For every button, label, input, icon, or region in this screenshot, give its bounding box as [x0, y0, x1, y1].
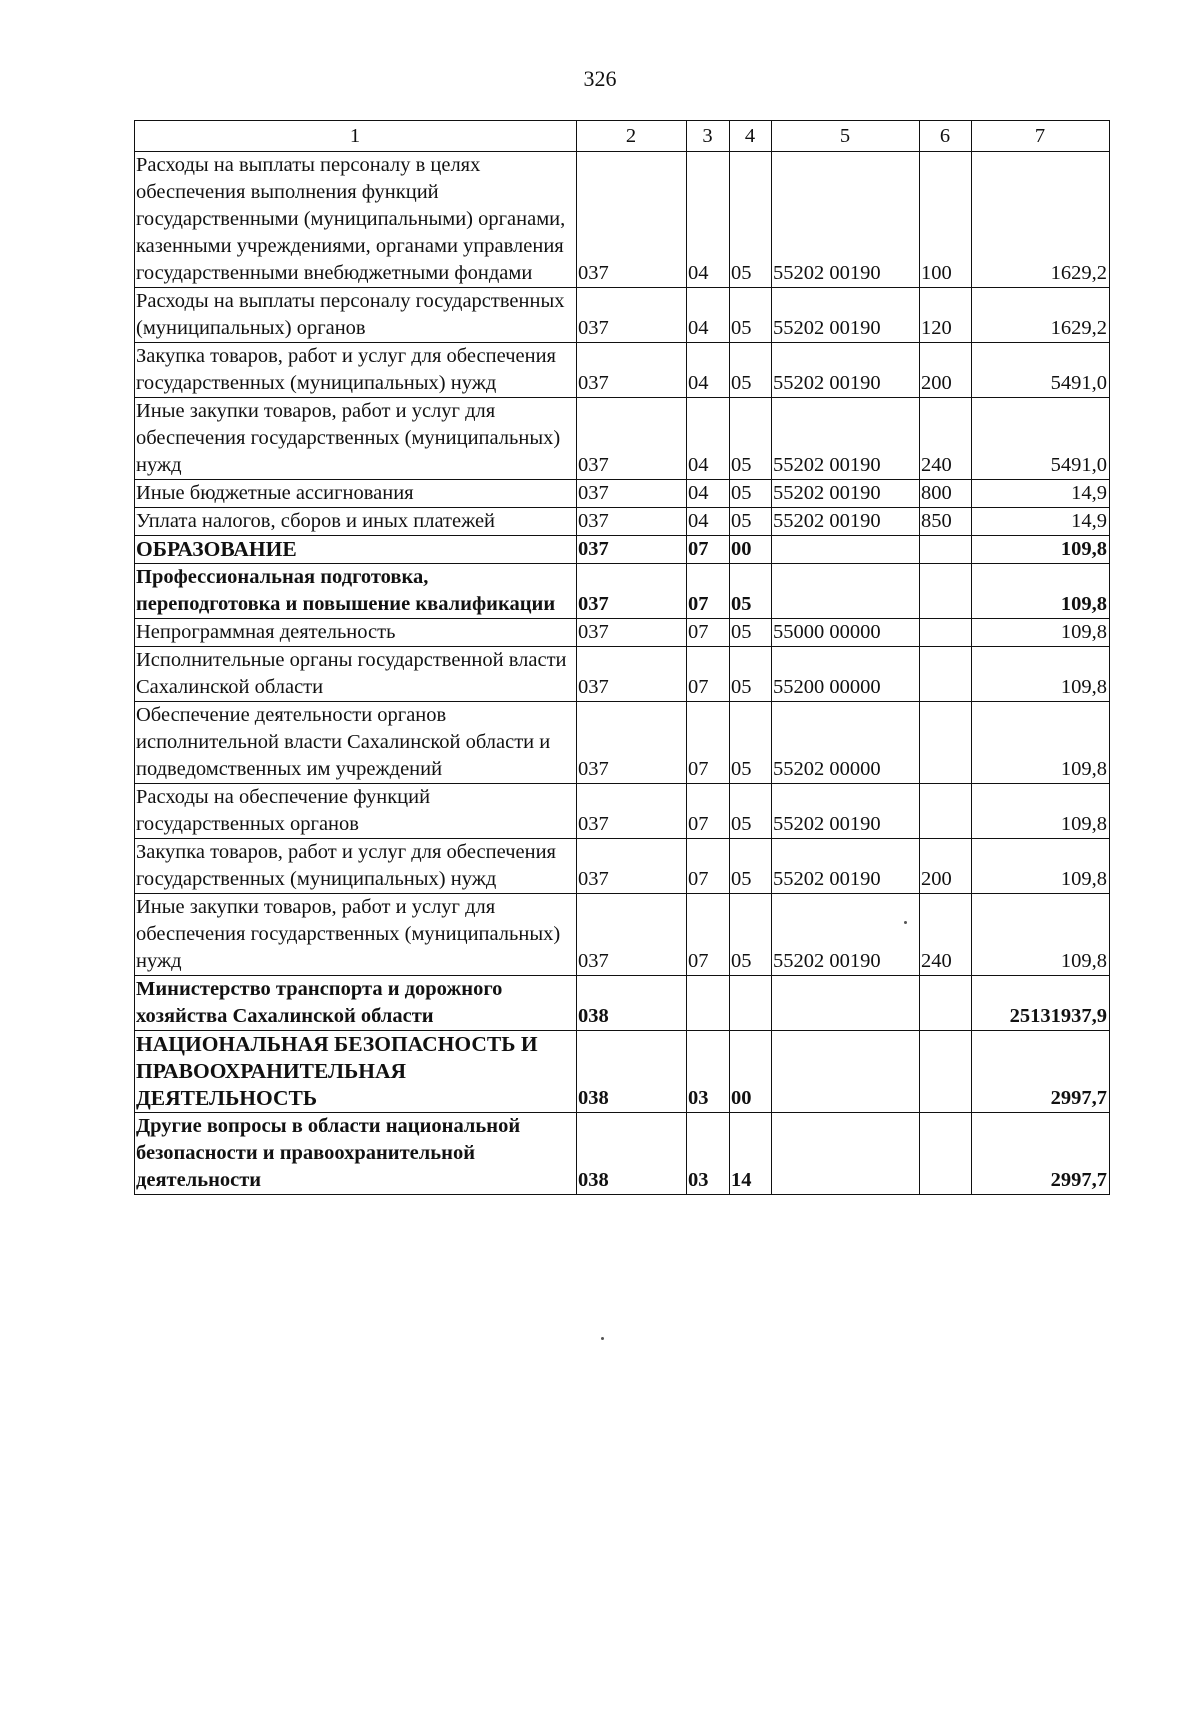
- table-row: [135, 784, 1110, 839]
- code-cell: 55202 00190: [772, 288, 920, 343]
- table-row: [135, 343, 1110, 398]
- code-cell: [772, 564, 920, 619]
- amount-cell: 1629,2: [972, 152, 1110, 288]
- table-row: [135, 894, 1110, 976]
- table-row: [135, 288, 1110, 343]
- row-name-cell: Иные закупки товаров, работ и услуг для обеспечения государственных (муниципальных) нужд: [135, 398, 577, 480]
- code-cell: 037: [577, 647, 687, 702]
- table-row: [135, 976, 1110, 1031]
- code-cell: 037: [577, 619, 687, 647]
- code-cell: 04: [687, 152, 730, 288]
- code-cell: 037: [577, 508, 687, 536]
- code-cell: 14: [730, 1113, 772, 1195]
- code-cell: 200: [920, 343, 972, 398]
- code-cell: 240: [920, 894, 972, 976]
- amount-cell: 109,8: [972, 784, 1110, 839]
- code-cell: 07: [687, 839, 730, 894]
- row-name-cell: Профессиональная подготовка, переподготовка и повышение квалификации: [135, 564, 577, 619]
- code-cell: 05: [730, 784, 772, 839]
- code-cell: 07: [687, 784, 730, 839]
- code-cell: [772, 1113, 920, 1195]
- column-header: 7: [972, 121, 1110, 152]
- amount-cell: 14,9: [972, 480, 1110, 508]
- code-cell: 55202 00190: [772, 343, 920, 398]
- code-cell: 100: [920, 152, 972, 288]
- code-cell: 240: [920, 398, 972, 480]
- code-cell: 55200 00000: [772, 647, 920, 702]
- code-cell: 07: [687, 702, 730, 784]
- code-cell: 05: [730, 343, 772, 398]
- code-cell: 05: [730, 564, 772, 619]
- code-cell: 120: [920, 288, 972, 343]
- code-cell: [920, 1031, 972, 1113]
- code-cell: 850: [920, 508, 972, 536]
- amount-cell: 109,8: [972, 894, 1110, 976]
- scan-speck: [904, 921, 907, 924]
- row-name-cell: Расходы на выплаты персоналу в целях обеспечения выполнения функций государственными (муниципальными) органами, казенными учреждениями, органами управления государственными внебюджетными фондами: [135, 152, 577, 288]
- row-name-cell: Закупка товаров, работ и услуг для обеспечения государственных (муниципальных) нужд: [135, 839, 577, 894]
- code-cell: 55000 00000: [772, 619, 920, 647]
- code-cell: 05: [730, 894, 772, 976]
- code-cell: 03: [687, 1113, 730, 1195]
- table-row: [135, 702, 1110, 784]
- row-name-cell: Министерство транспорта и дорожного хозяйства Сахалинской области: [135, 976, 577, 1031]
- column-header: 2: [577, 121, 687, 152]
- code-cell: [730, 976, 772, 1031]
- code-cell: 55202 00190: [772, 398, 920, 480]
- code-cell: 04: [687, 480, 730, 508]
- amount-cell: 109,8: [972, 619, 1110, 647]
- code-cell: 05: [730, 152, 772, 288]
- row-name-cell: Расходы на выплаты персоналу государственных (муниципальных) органов: [135, 288, 577, 343]
- code-cell: 037: [577, 839, 687, 894]
- code-cell: 07: [687, 619, 730, 647]
- amount-cell: 5491,0: [972, 343, 1110, 398]
- row-name-cell: Уплата налогов, сборов и иных платежей: [135, 508, 577, 536]
- code-cell: 04: [687, 508, 730, 536]
- row-name-cell: Иные бюджетные ассигнования: [135, 480, 577, 508]
- table-row: [135, 508, 1110, 536]
- code-cell: [772, 1031, 920, 1113]
- code-cell: [920, 619, 972, 647]
- code-cell: 05: [730, 839, 772, 894]
- code-cell: 55202 00190: [772, 894, 920, 976]
- amount-cell: 25131937,9: [972, 976, 1110, 1031]
- table-row: [135, 152, 1110, 288]
- table-row: [135, 536, 1110, 564]
- row-name-cell: ОБРАЗОВАНИЕ: [135, 536, 577, 564]
- table-row: [135, 647, 1110, 702]
- page-number: 326: [583, 66, 617, 91]
- code-cell: 55202 00000: [772, 702, 920, 784]
- table-row: [135, 1113, 1110, 1195]
- code-cell: 00: [730, 1031, 772, 1113]
- code-cell: 800: [920, 480, 972, 508]
- amount-cell: 109,8: [972, 839, 1110, 894]
- code-cell: 04: [687, 288, 730, 343]
- code-cell: 05: [730, 288, 772, 343]
- row-name-cell: Иные закупки товаров, работ и услуг для обеспечения государственных (муниципальных) нужд: [135, 894, 577, 976]
- code-cell: [920, 536, 972, 564]
- table-row: [135, 619, 1110, 647]
- budget-table: [134, 120, 1110, 1195]
- code-cell: 05: [730, 398, 772, 480]
- code-cell: 037: [577, 152, 687, 288]
- column-header: 6: [920, 121, 972, 152]
- code-cell: 038: [577, 976, 687, 1031]
- code-cell: [920, 1113, 972, 1195]
- code-cell: [687, 976, 730, 1031]
- code-cell: 03: [687, 1031, 730, 1113]
- scan-speck: [601, 1337, 604, 1340]
- amount-cell: 109,8: [972, 647, 1110, 702]
- column-header: 4: [730, 121, 772, 152]
- code-cell: 55202 00190: [772, 839, 920, 894]
- row-name-cell: Расходы на обеспечение функций государственных органов: [135, 784, 577, 839]
- amount-cell: 5491,0: [972, 398, 1110, 480]
- code-cell: [772, 976, 920, 1031]
- code-cell: 00: [730, 536, 772, 564]
- table-row: [135, 1031, 1110, 1113]
- column-header: 3: [687, 121, 730, 152]
- code-cell: 037: [577, 480, 687, 508]
- table-row: [135, 398, 1110, 480]
- amount-cell: 2997,7: [972, 1113, 1110, 1195]
- code-cell: 07: [687, 564, 730, 619]
- amount-cell: 109,8: [972, 536, 1110, 564]
- code-cell: 038: [577, 1031, 687, 1113]
- table-row: [135, 564, 1110, 619]
- amount-cell: 2997,7: [972, 1031, 1110, 1113]
- code-cell: 037: [577, 398, 687, 480]
- code-cell: 05: [730, 480, 772, 508]
- code-cell: 05: [730, 647, 772, 702]
- code-cell: 037: [577, 894, 687, 976]
- row-name-cell: НАЦИОНАЛЬНАЯ БЕЗОПАСНОСТЬ И ПРАВООХРАНИТЕЛЬНАЯ ДЕЯТЕЛЬНОСТЬ: [135, 1031, 577, 1113]
- code-cell: 55202 00190: [772, 784, 920, 839]
- code-cell: [920, 647, 972, 702]
- code-cell: [920, 702, 972, 784]
- amount-cell: 109,8: [972, 702, 1110, 784]
- code-cell: 038: [577, 1113, 687, 1195]
- table-row: [135, 480, 1110, 508]
- code-cell: 07: [687, 647, 730, 702]
- code-cell: 037: [577, 536, 687, 564]
- code-cell: [772, 536, 920, 564]
- code-cell: 037: [577, 702, 687, 784]
- code-cell: 55202 00190: [772, 508, 920, 536]
- code-cell: 07: [687, 894, 730, 976]
- code-cell: 07: [687, 536, 730, 564]
- code-cell: [920, 564, 972, 619]
- code-cell: 05: [730, 702, 772, 784]
- row-name-cell: Обеспечение деятельности органов исполнительной власти Сахалинской области и подведомственных им учреждений: [135, 702, 577, 784]
- code-cell: 037: [577, 343, 687, 398]
- code-cell: 04: [687, 398, 730, 480]
- table-row: [135, 839, 1110, 894]
- code-cell: 037: [577, 288, 687, 343]
- amount-cell: 109,8: [972, 564, 1110, 619]
- table-body: [135, 152, 1110, 1195]
- code-cell: 05: [730, 508, 772, 536]
- column-header: 1: [135, 121, 577, 152]
- amount-cell: 1629,2: [972, 288, 1110, 343]
- row-name-cell: Другие вопросы в области национальной безопасности и правоохранительной деятельности: [135, 1113, 577, 1195]
- code-cell: 200: [920, 839, 972, 894]
- header-row: [135, 121, 1110, 152]
- code-cell: 55202 00190: [772, 480, 920, 508]
- row-name-cell: Закупка товаров, работ и услуг для обеспечения государственных (муниципальных) нужд: [135, 343, 577, 398]
- code-cell: [920, 784, 972, 839]
- code-cell: 037: [577, 784, 687, 839]
- code-cell: 04: [687, 343, 730, 398]
- amount-cell: 14,9: [972, 508, 1110, 536]
- code-cell: 55202 00190: [772, 152, 920, 288]
- code-cell: 05: [730, 619, 772, 647]
- row-name-cell: Непрограммная деятельность: [135, 619, 577, 647]
- row-name-cell: Исполнительные органы государственной власти Сахалинской области: [135, 647, 577, 702]
- code-cell: [920, 976, 972, 1031]
- column-header: 5: [772, 121, 920, 152]
- code-cell: 037: [577, 564, 687, 619]
